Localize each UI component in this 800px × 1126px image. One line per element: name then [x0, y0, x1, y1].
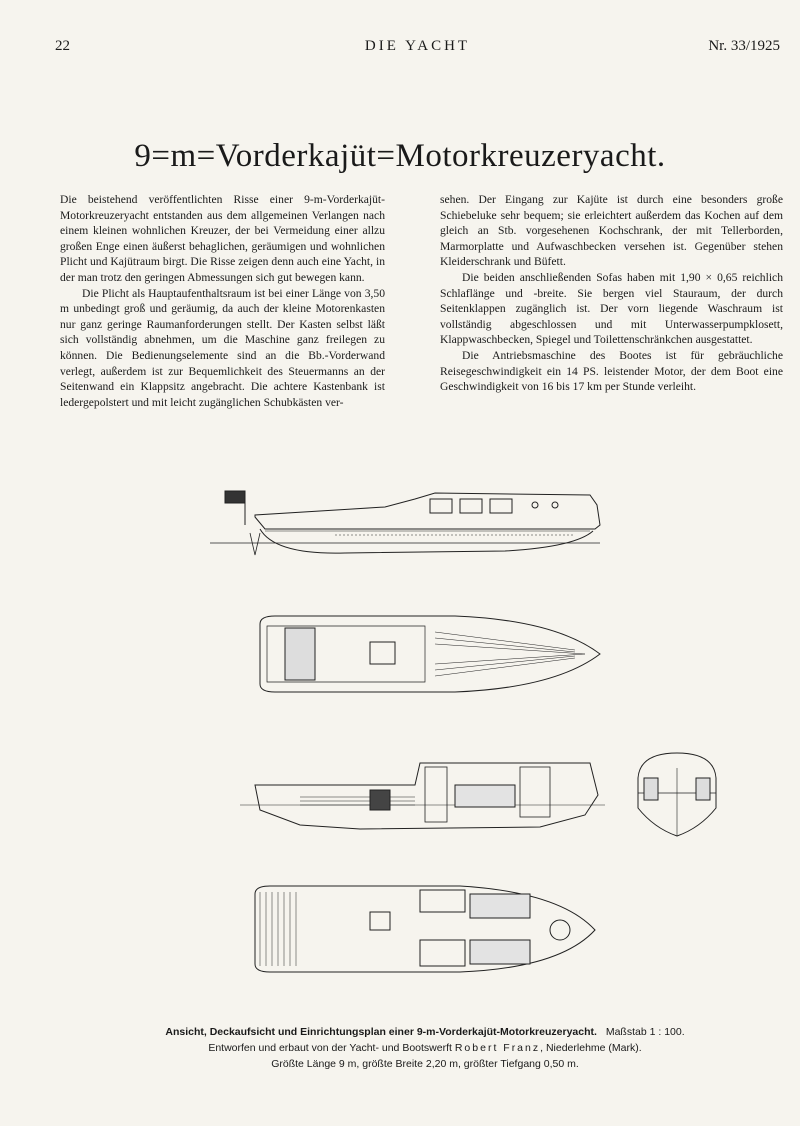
issue-number: Nr. 33/1925 — [708, 38, 780, 54]
cross-section-drawing — [630, 748, 725, 843]
caption-line-3: Größte Länge 9 m, größte Breite 2,20 m, größter Tiefgang 0,50 m. — [271, 1058, 579, 1070]
caption-line-1 — [110, 1024, 740, 1040]
paragraph: Die beiden anschließenden Sofas haben mit 1,90 × 0,65 reichlich Schlaflänge und -breite. Sie bergen viel Stauraum, der durch Seitenklappen zugänglich ist. Der vorn liegende Waschraum ist vollständig abgeschlossen und mit Unterwasserpumpklosett, Klappwaschbecken, Spiegel und Toilettenschränkchen ausgestattet. — [440, 270, 783, 347]
page-header — [55, 38, 780, 58]
deck-plan-drawing — [255, 612, 605, 696]
caption-credit-suffix: , Niederlehme (Mark). — [540, 1042, 642, 1054]
paragraph: Die beistehend veröffentlichten Risse einer 9-m-Vorderkajüt-Motorkreuzeryacht entstanden aus dem allgemeinen Verlangen nach einem kleinen wohnlichen Kreuzer, der bei Vermeidung einer allzu großen Enge einen äußerst behaglichen, geräumigen und wohnlichen Plicht und Kajütraum birgt. Die Risse zeigen denn auch eine Yacht, in der man trotz den geringen Abmessungen sich gut bewegen kann. — [60, 193, 385, 284]
paragraph: Die Antriebsmaschine des Bootes ist für gebräuchliche Reisegeschwindigkeit ein 14 PS. leistender Motor, der dem Boot eine Geschwindigkeit von 16 bis 17 km per Stunde verleiht. — [440, 348, 783, 394]
page-number: 22 — [55, 38, 70, 54]
left-column — [60, 192, 385, 410]
magazine-title: DIE YACHT — [364, 38, 471, 54]
paragraph: sehen. Der Eingang zur Kajüte ist durch eine besonders große Schiebeluke sehr bequem; sie erleichtert außerdem das Kochen auf dem gleich an Stb. vorgesehenen Kochschrank, der mit Tellerborden, Marmorplatte und Aufwaschbecken versehen ist. Gegenüber stehen Kleiderschrank und Büfett. — [440, 193, 783, 269]
caption-credit-prefix: Entworfen und erbaut von der Yacht- und Bootswerft — [208, 1042, 455, 1054]
paragraph: Die Plicht als Hauptaufenthaltsraum ist bei einer Länge von 3,50 m unbedingt groß und geräumig, da auch der kleine Motorenkasten nur ganz geringe Raumanforderungen stellt. Der Kasten selbst läßt sich vollständig abnehmen, um die Maschine ganz freilegen zu können. Die Bedienungselemente sind an die Bb.-Vorderwand verlegt, außerdem ist zur Bequemlichkeit des Steuermanns an der Seitenwand ein Klappsitz angebracht. Die achtere Kastenbank ist ledergepolstert und mit leicht zugänglichen Schubkästen ver- — [60, 286, 385, 409]
caption-title: Ansicht, Deckaufsicht und Einrichtungsplan einer 9-m-Vorderkajüt-Motorkreuzeryacht. — [165, 1026, 597, 1038]
side-elevation-drawing — [205, 485, 605, 570]
article-title: 9=m=Vorderkajüt=Motorkreuzeryacht. — [134, 138, 666, 174]
interior-plan-drawing — [250, 882, 600, 977]
caption-line-2 — [110, 1040, 740, 1056]
caption-builder: Robert Franz — [454, 1042, 541, 1054]
caption-scale: Maßstab 1 : 100. — [605, 1026, 685, 1038]
interior-profile-drawing — [240, 755, 605, 840]
right-column — [440, 192, 783, 395]
figure-caption — [110, 1024, 740, 1072]
